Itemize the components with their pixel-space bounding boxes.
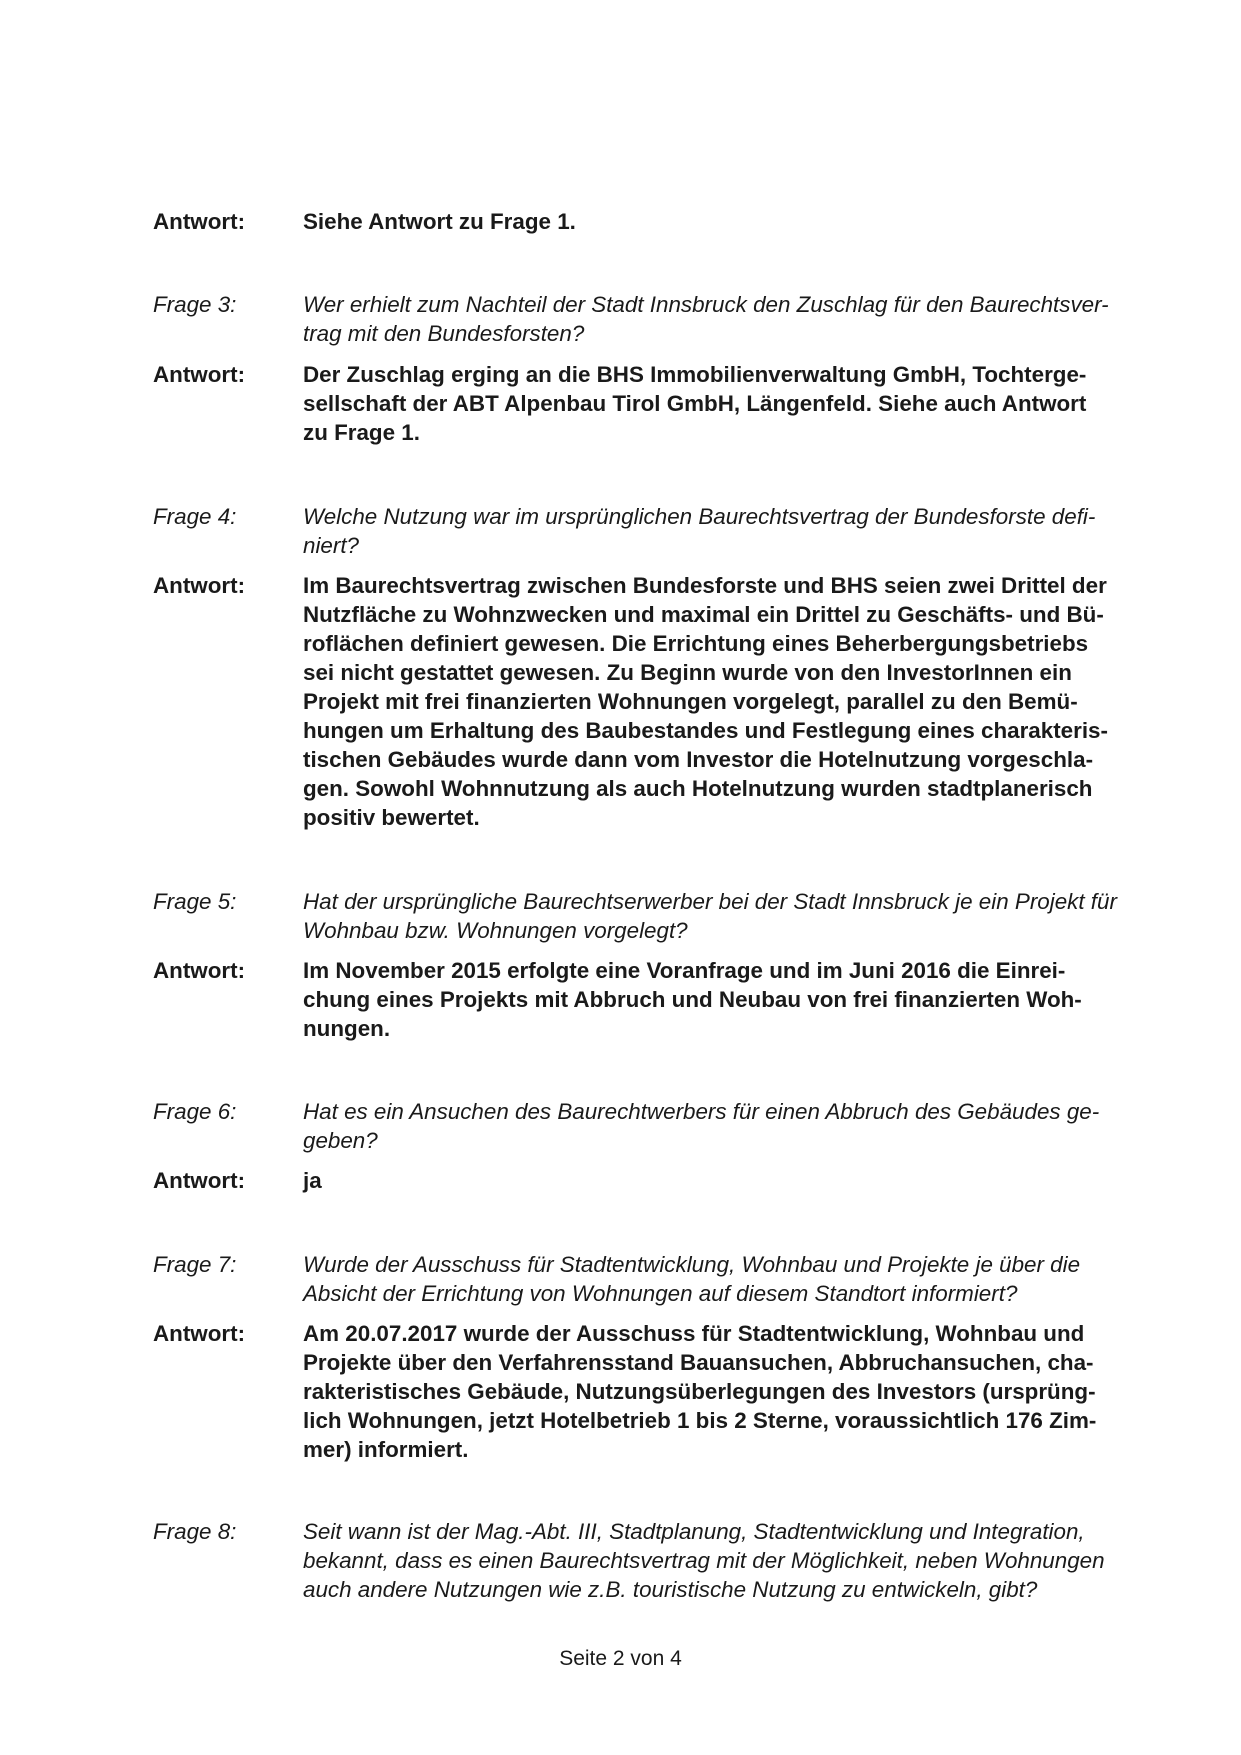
answer-block-4 — [153, 571, 1143, 832]
text-line: roflächen definiert gewesen. Die Errichtung eines Beherbergungsbetriebs — [303, 631, 1089, 656]
answer-label: Antwort: — [153, 573, 246, 598]
question-label: Frage 4: — [153, 504, 237, 529]
text-line: Wohnbau bzw. Wohnungen vorgelegt? — [303, 918, 688, 943]
answer-text — [303, 1319, 1143, 1464]
text-line: Hat der ursprüngliche Baurechtserwerber bei der Stadt Innsbruck je ein Projekt für — [303, 889, 1117, 914]
question-block-8 — [153, 1517, 1143, 1604]
answer-block-7 — [153, 1319, 1143, 1464]
question-text — [303, 1097, 1143, 1155]
answer-block-6 — [153, 1166, 1143, 1195]
answer-text — [303, 1166, 1143, 1195]
text-line: sellschaft der ABT Alpenbau Tirol GmbH, Längenfeld. Siehe auch Antwort — [303, 391, 1087, 416]
text-line: tischen Gebäudes wurde dann vom Investor die Hotelnutzung vorgeschla- — [303, 747, 1094, 772]
text-line: zu Frage 1. — [303, 420, 420, 445]
text-line: Absicht der Errichtung von Wohnungen auf diesem Standtort informiert? — [303, 1281, 1018, 1306]
text-line: auch andere Nutzungen wie z.B. touristische Nutzung zu entwickeln, gibt? — [303, 1577, 1038, 1602]
question-text — [303, 1517, 1143, 1604]
text-line: rakteristisches Gebäude, Nutzungsüberlegungen des Investors (ursprüng- — [303, 1379, 1096, 1404]
answer-text — [303, 360, 1143, 447]
question-label: Frage 6: — [153, 1099, 237, 1124]
answer-text — [303, 956, 1143, 1043]
text-line: positiv bewertet. — [303, 805, 480, 830]
text-line: Wer erhielt zum Nachteil der Stadt Innsbruck den Zuschlag für den Baurechtsver- — [303, 292, 1109, 317]
question-block-5 — [153, 887, 1143, 945]
answer-label: Antwort: — [153, 1321, 246, 1346]
text-line: Im November 2015 erfolgte eine Voranfrage und im Juni 2016 die Einrei- — [303, 958, 1066, 983]
text-line: chung eines Projekts mit Abbruch und Neubau von frei finanzierten Woh- — [303, 987, 1082, 1012]
text-line: geben? — [303, 1128, 378, 1153]
text-line: lich Wohnungen, jetzt Hotelbetrieb 1 bis 2 Sterne, voraussichtlich 176 Zim- — [303, 1408, 1097, 1433]
question-label: Frage 7: — [153, 1252, 237, 1277]
question-text — [303, 502, 1143, 560]
question-label: Frage 8: — [153, 1519, 237, 1544]
question-block-3 — [153, 290, 1143, 348]
text-line: nungen. — [303, 1016, 391, 1041]
answer-text — [303, 207, 1143, 236]
answer-label: Antwort: — [153, 958, 246, 983]
text-line: Wurde der Ausschuss für Stadtentwicklung, Wohnbau und Projekte je über die — [303, 1252, 1081, 1277]
page-number-footer: Seite 2 von 4 — [559, 1647, 682, 1670]
text-line: Hat es ein Ansuchen des Baurechtwerbers für einen Abbruch des Gebäudes ge- — [303, 1099, 1100, 1124]
answer-text — [303, 571, 1143, 832]
answer-label: Antwort: — [153, 209, 246, 234]
text-line: Nutzfläche zu Wohnzwecken und maximal ein Drittel zu Geschäfts- und Bü- — [303, 602, 1104, 627]
question-label: Frage 5: — [153, 889, 237, 914]
question-block-4 — [153, 502, 1143, 560]
question-block-6 — [153, 1097, 1143, 1155]
text-line: gen. Sowohl Wohnnutzung als auch Hotelnutzung wurden stadtplanerisch — [303, 776, 1093, 801]
question-text — [303, 290, 1143, 348]
answer-label: Antwort: — [153, 362, 246, 387]
text-line: Im Baurechtsvertrag zwischen Bundesforste und BHS seien zwei Drittel der — [303, 573, 1107, 598]
text-line: Seit wann ist der Mag.-Abt. III, Stadtplanung, Stadtentwicklung und Integration, — [303, 1519, 1085, 1544]
text-line: ja — [303, 1168, 322, 1193]
text-line: Projekte über den Verfahrensstand Bauansuchen, Abbruchansuchen, cha- — [303, 1350, 1094, 1375]
text-line: Am 20.07.2017 wurde der Ausschuss für Stadtentwicklung, Wohnbau und — [303, 1321, 1085, 1346]
question-block-7 — [153, 1250, 1143, 1308]
question-text — [303, 1250, 1143, 1308]
question-text — [303, 887, 1143, 945]
text-line: hungen um Erhaltung des Baubestandes und Festlegung eines charakteris- — [303, 718, 1108, 743]
text-line: mer) informiert. — [303, 1437, 469, 1462]
text-line: niert? — [303, 533, 360, 558]
answer-label: Antwort: — [153, 1168, 246, 1193]
text-line: Siehe Antwort zu Frage 1. — [303, 209, 576, 234]
text-line: Projekt mit frei finanzierten Wohnungen vorgelegt, parallel zu den Bemü- — [303, 689, 1078, 714]
answer-block-3 — [153, 360, 1143, 447]
text-line: trag mit den Bundesforsten? — [303, 321, 585, 346]
question-label: Frage 3: — [153, 292, 237, 317]
text-line: Welche Nutzung war im ursprünglichen Baurechtsvertrag der Bundesforste defi- — [303, 504, 1096, 529]
text-line: Der Zuschlag erging an die BHS Immobilienverwaltung GmbH, Tochterge- — [303, 362, 1087, 387]
answer-block-5 — [153, 956, 1143, 1043]
text-line: sei nicht gestattet gewesen. Zu Beginn wurde von den InvestorInnen ein — [303, 660, 1072, 685]
answer-block-2 — [153, 207, 1143, 236]
text-line: bekannt, dass es einen Baurechtsvertrag mit der Möglichkeit, neben Wohnungen — [303, 1548, 1105, 1573]
